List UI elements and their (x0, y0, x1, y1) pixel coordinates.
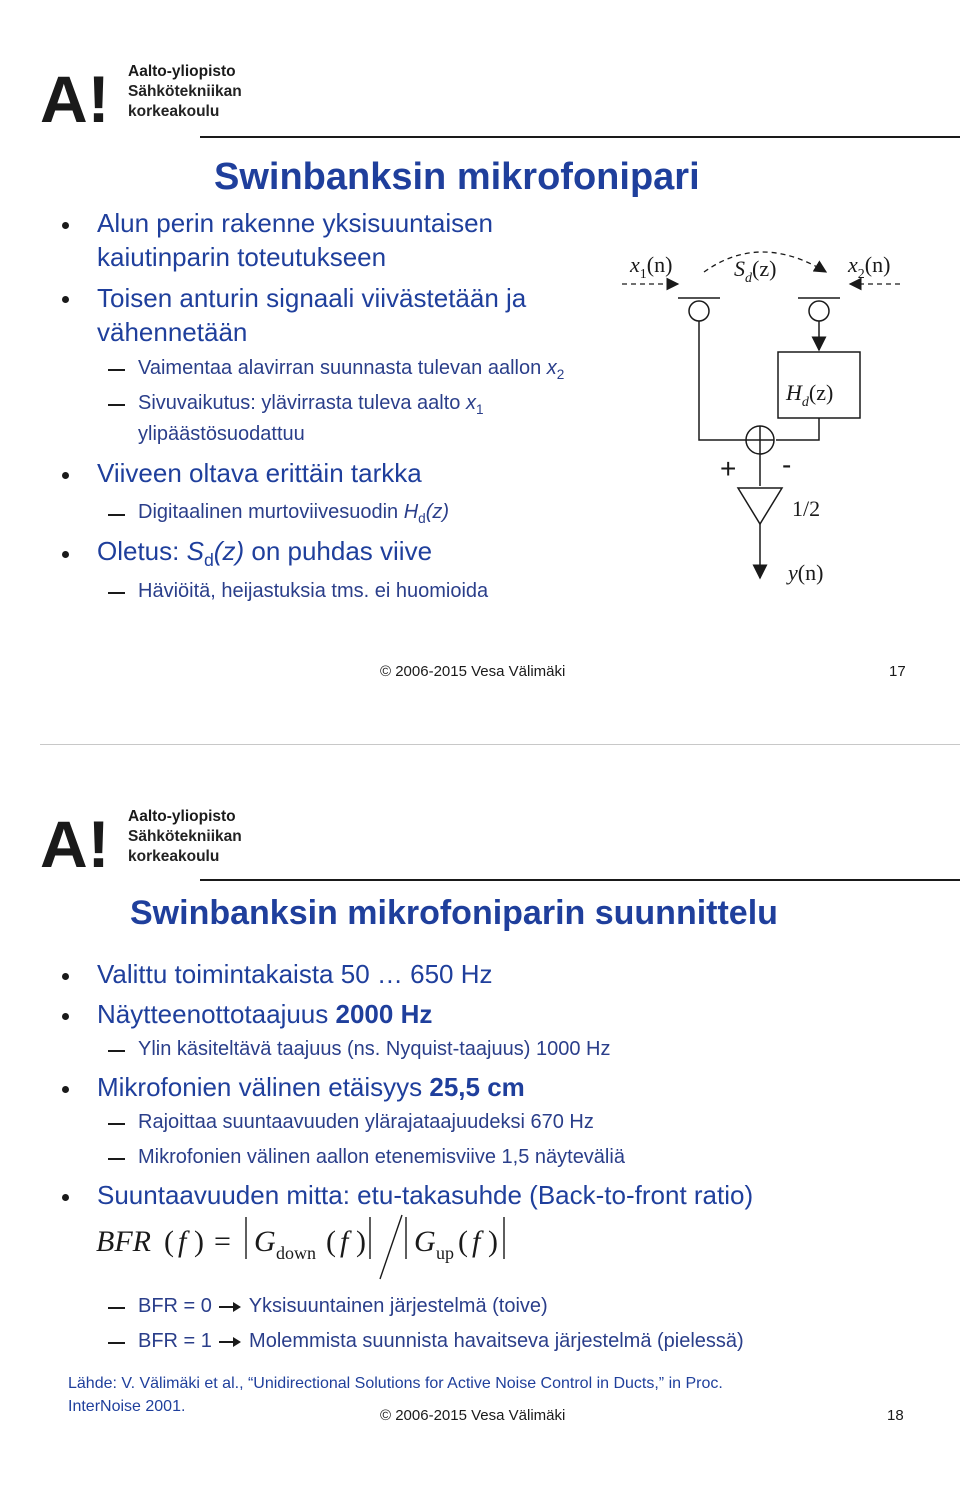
gain-triangle-icon (738, 488, 782, 524)
bullet-dot (62, 222, 69, 229)
sub-bullet-dash (108, 1342, 125, 1344)
wire-x1-to-sum (699, 321, 746, 440)
sub-bullet-dash (108, 592, 125, 594)
bullet-1-line-2: kaiutinparin toteutukseen (97, 242, 387, 272)
plus-sign: + (720, 453, 737, 484)
gain-label: 1/2 (792, 496, 821, 521)
formula-sub-up: up (436, 1243, 454, 1263)
copyright-footer: © 2006-2015 Vesa Välimäki (380, 663, 566, 680)
logo-line-1: Aalto-yliopisto (128, 63, 236, 80)
sub-bullet-1: Ylin käsiteltävä taajuus (ns. Nyquist-taajuus) 1000 Hz (138, 1038, 611, 1060)
sub-bullet-3: Mikrofonien välinen aallon etenemisviive 1,5 näyteväliä (138, 1146, 625, 1168)
sub-bullet-2: Sivuvaikutus: ylävirrasta tuleva aalto $x_1$ (138, 392, 484, 417)
bullet-3: Viiveen oltava erittäin tarkka (97, 458, 422, 488)
formula-f: f (178, 1225, 187, 1258)
sub-bullet-dash (108, 1123, 125, 1125)
logo-line-3: korkeakoulu (128, 103, 220, 120)
formula-g-down: G (254, 1225, 276, 1258)
swinbank-block-diagram (600, 232, 940, 592)
aalto-a-mark-icon (40, 813, 124, 873)
svg-text:(: ( (164, 1225, 174, 1258)
aalto-logo (40, 807, 300, 879)
bullet-dot (62, 296, 69, 303)
formula-bfr: BFR (96, 1225, 151, 1258)
page-number: 18 (887, 1407, 904, 1424)
bullet-dot (62, 973, 69, 980)
logo-text (128, 62, 242, 122)
bullet-4: Oletus: $S_d(z)$ on puhdas viive (97, 536, 433, 571)
sd-label: $S_d(z)$ (734, 256, 777, 286)
x1-label: $x_1(n)$ (630, 252, 673, 282)
arrow-right-icon (217, 1300, 243, 1314)
sub-bullet-dash (108, 404, 125, 406)
svg-text:): ) (488, 1225, 498, 1258)
svg-text:A!: A! (40, 68, 110, 128)
slide-title: Swinbanksin mikrofonipari (214, 156, 700, 198)
sub-bullet-2-line-2: ylipäästösuodattuu (138, 423, 305, 445)
bfr-formula (96, 1213, 536, 1287)
bullet-1-line-1: Alun perin rakenne yksisuuntaisen (97, 208, 494, 238)
copyright-footer: © 2006-2015 Vesa Välimäki (380, 1407, 566, 1424)
svg-text:f: f (472, 1225, 481, 1258)
svg-text:A!: A! (40, 813, 110, 873)
sub-bullet-3: Digitaalinen murtoviivesuodin $H_d(z)$ (138, 501, 450, 526)
logo-line-2: Sähkötekniikan (128, 828, 242, 845)
bullet-2: Näytteenottotaajuus 2000 Hz (97, 999, 433, 1029)
logo-line-3: korkeakoulu (128, 848, 220, 865)
wire-filter-to-sum (776, 418, 819, 440)
formula-equals: = (214, 1225, 231, 1258)
bullet-dot (62, 1013, 69, 1020)
bullet-3: Mikrofonien välinen etäisyys 25,5 cm (97, 1072, 525, 1102)
bullet-2-line-1: Toisen anturin signaali viivästetään ja (97, 283, 527, 313)
bullet-2-line-2: vähennetään (97, 317, 248, 347)
sub-bullet-dash (108, 1307, 125, 1309)
logo-text (128, 807, 242, 867)
formula-sub-down: down (276, 1243, 316, 1263)
sub-bullet-4: BFR = 0 Yksisuuntainen järjestelmä (toive) (138, 1295, 548, 1317)
minus-sign: - (782, 449, 792, 480)
sub-bullet-2: Rajoittaa suuntaavuuden ylärajataajuudeksi 670 Hz (138, 1111, 594, 1133)
output-label: y(n) (788, 560, 824, 585)
aalto-logo (40, 62, 300, 134)
source-citation-line-1: Lähde: V. Välimäki et al., “Unidirectional Solutions for Active Noise Control in Ducts,” in Proc. (68, 1375, 723, 1392)
hd-label: $H_d(z)$ (786, 380, 834, 410)
logo-line-2: Sähkötekniikan (128, 83, 242, 100)
sub-bullet-dash (108, 369, 125, 371)
svg-text:): ) (356, 1225, 366, 1258)
page-number: 17 (889, 663, 906, 680)
aalto-a-mark-icon (40, 68, 124, 128)
fraction-slash (380, 1215, 402, 1279)
bullet-dot (62, 1194, 69, 1201)
slide-title: Swinbanksin mikrofoniparin suunnittelu (130, 894, 778, 932)
x2-label: $x_2(n)$ (848, 252, 891, 282)
bullet-dot (62, 1086, 69, 1093)
bullet-1: Valittu toimintakaista 50 … 650 Hz (97, 959, 493, 989)
sub-bullet-4: Häviöitä, heijastuksia tms. ei huomioida (138, 580, 489, 602)
logo-line-1: Aalto-yliopisto (128, 808, 236, 825)
sub-bullet-1: Vaimentaa alavirran suunnasta tulevan aallon $x_2$ (138, 357, 565, 382)
svg-text:): ) (194, 1225, 204, 1258)
source-citation-line-2: InterNoise 2001. (68, 1398, 186, 1415)
sub-bullet-5: BFR = 1 Molemmista suunnista havaitseva järjestelmä (pielessä) (138, 1330, 744, 1352)
bullet-dot (62, 472, 69, 479)
bullet-4: Suuntaavuuden mitta: etu-takasuhde (Back-to-front ratio) (97, 1180, 754, 1210)
bullet-dot (62, 551, 69, 558)
title-rule (200, 879, 960, 881)
arrow-right-icon (217, 1335, 243, 1349)
slide-18 (0, 745, 960, 1489)
sub-bullet-dash (108, 1050, 125, 1052)
sub-bullet-dash (108, 514, 125, 516)
svg-text:f: f (340, 1225, 349, 1258)
svg-text:(: ( (458, 1225, 468, 1258)
title-rule (200, 136, 960, 138)
svg-text:(: ( (326, 1225, 336, 1258)
microphone-1-icon (689, 301, 709, 321)
microphone-2-icon (809, 301, 829, 321)
sub-bullet-dash (108, 1158, 125, 1160)
formula-g-up: G (414, 1225, 436, 1258)
